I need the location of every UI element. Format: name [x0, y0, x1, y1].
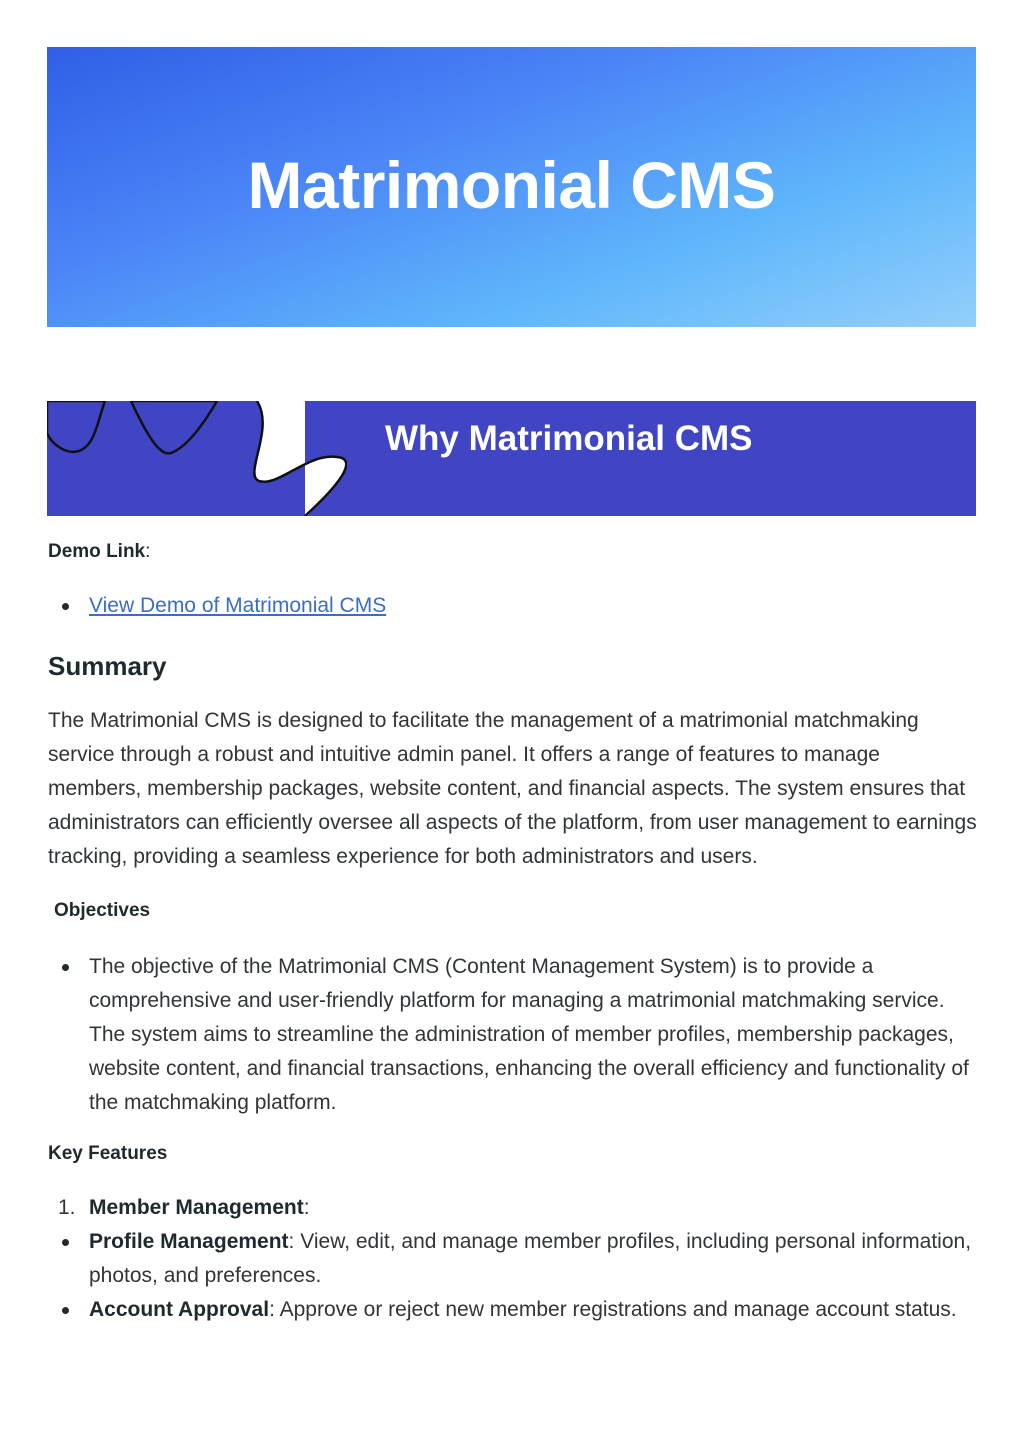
document-content [48, 538, 978, 1327]
summary-text: The Matrimonial CMS is designed to facilitate the management of a matrimonial matchmaking service through a robust and intuitive admin panel. It offers a range of features to manage members, membership packages, website content, and financial aspects. The system ensures that administrators can efficiently oversee all aspects of the platform, from user management to earnings tracking, providing a seamless experience for both administrators and users. [48, 709, 977, 868]
wave-decoration [47, 401, 347, 516]
demo-link-label [48, 541, 978, 563]
list-item: The objective of the Matrimonial CMS (Content Management System) is to provide a comprehensive and user-friendly platform for managing a matrimonial matchmaking service. The system aims to streamline the administration of member profiles, membership packages, website content, and financial transactions, enhancing the overall efficiency and functionality of the matchmaking platform. [48, 950, 978, 1120]
feature-group-colon: : [303, 1196, 310, 1219]
key-features-heading: Key Features [48, 1143, 168, 1164]
feature-title: Account Approval [89, 1298, 270, 1321]
list-item [48, 1293, 978, 1327]
feature-group-number: 1. [58, 1196, 76, 1219]
demo-link-list [48, 589, 978, 623]
list-item [48, 589, 978, 623]
key-features-list [48, 1191, 978, 1327]
hero-banner [47, 47, 976, 327]
list-item [48, 1225, 978, 1293]
feature-title: Profile Management [89, 1230, 289, 1253]
objectives-heading: Objectives [54, 900, 151, 921]
feature-group-title: Member Management [89, 1196, 304, 1219]
demo-label-colon: : [145, 541, 151, 562]
banner-title: Why Matrimonial CMS [385, 419, 753, 458]
objectives-list [48, 950, 978, 1120]
demo-label-text: Demo Link [48, 541, 146, 562]
demo-link[interactable]: View Demo of Matrimonial CMS [89, 594, 387, 617]
feature-text: : View, edit, and manage member profiles, including personal information, photos, and preferences. [89, 1230, 972, 1287]
summary-heading: Summary [48, 651, 167, 681]
hero-title: Matrimonial CMS [247, 148, 776, 222]
feature-text: : Approve or reject new member registrations and manage account status. [269, 1298, 957, 1321]
feature-group-member-management [48, 1191, 978, 1225]
why-banner [47, 401, 976, 516]
